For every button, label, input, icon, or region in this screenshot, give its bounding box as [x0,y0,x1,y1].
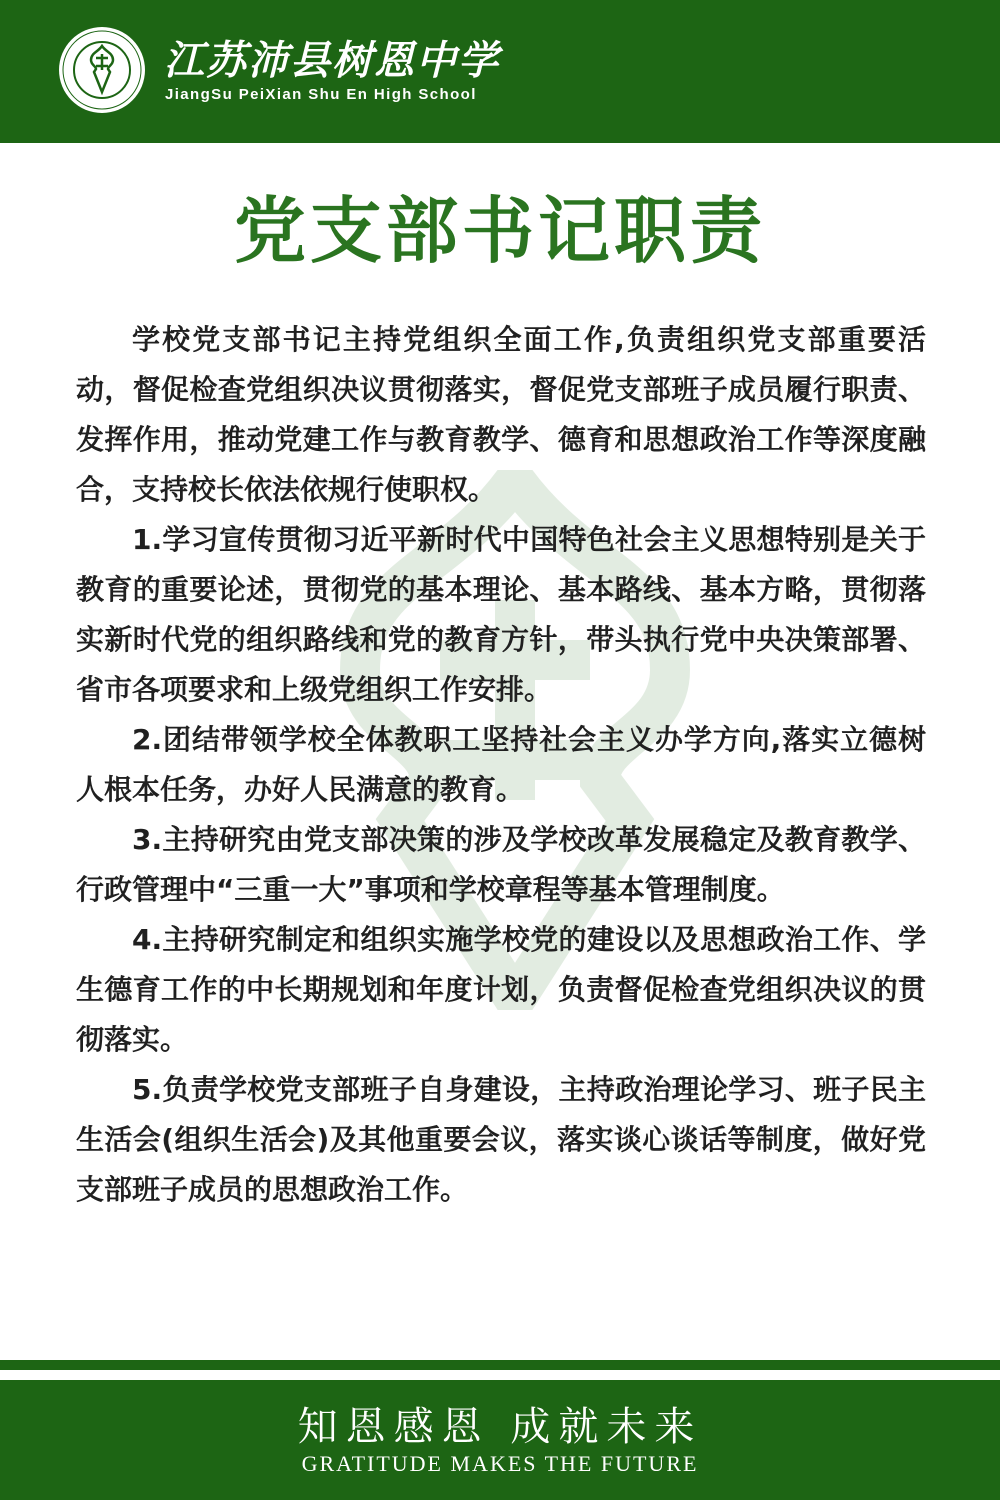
school-name-cn: 江苏沛县树恩中学 [164,37,500,84]
duty-item-5: 5.负责学校党支部班子自身建设，主持政治理论学习、班子民主生活会(组织生活会)及其他重要会议，落实谈心谈话等制度，做好党支部班子成员的思想政治工作。 [76,1073,926,1206]
intro-paragraph: 学校党支部书记主持党组织全面工作,负责组织党支部重要活动，督促检查党组织决议贯彻落实，督促党支部班子成员履行职责、发挥作用，推动党建工作与教育教学、德育和思想政治工作等深度融合，支持校长依法依规行使职权。 [76,323,926,506]
duty-item-4: 4.主持研究制定和组织实施学校党的建设以及思想政治工作、学生德育工作的中长期规划和年度计划，负责督促检查党组织决议的贯彻落实。 [76,923,926,1056]
duty-item-3: 3.主持研究由党支部决策的涉及学校改革发展稳定及教育教学、行政管理中“三重一大”事项和学校章程等基本管理制度。 [76,823,926,906]
duties-text [76,315,926,1215]
slogan-en: GRATITUDE MAKES THE FUTURE [301,1451,699,1476]
header-bar [0,0,1000,143]
school-seal-icon [58,26,146,114]
school-name-en: JiangSu PeiXian Shu En High School [165,86,477,103]
slogan-cn: 知恩感恩 成就未来 [297,1404,703,1450]
duty-item-2: 2.团结带领学校全体教职工坚持社会主义办学方向,落实立德树人根本任务，办好人民满意的教育。 [76,723,926,806]
page-title: 党支部书记职责 [233,189,766,273]
duty-item-1: 1.学习宣传贯彻习近平新时代中国特色社会主义思想特别是关于教育的重要论述，贯彻党的基本理论、基本路线、基本方略，贯彻落实新时代党的组织路线和党的教育方针，带头执行党中央决策部署、省市各项要求和上级党组织工作安排。 [76,523,926,706]
footer-divider-stripe [0,1360,1000,1370]
